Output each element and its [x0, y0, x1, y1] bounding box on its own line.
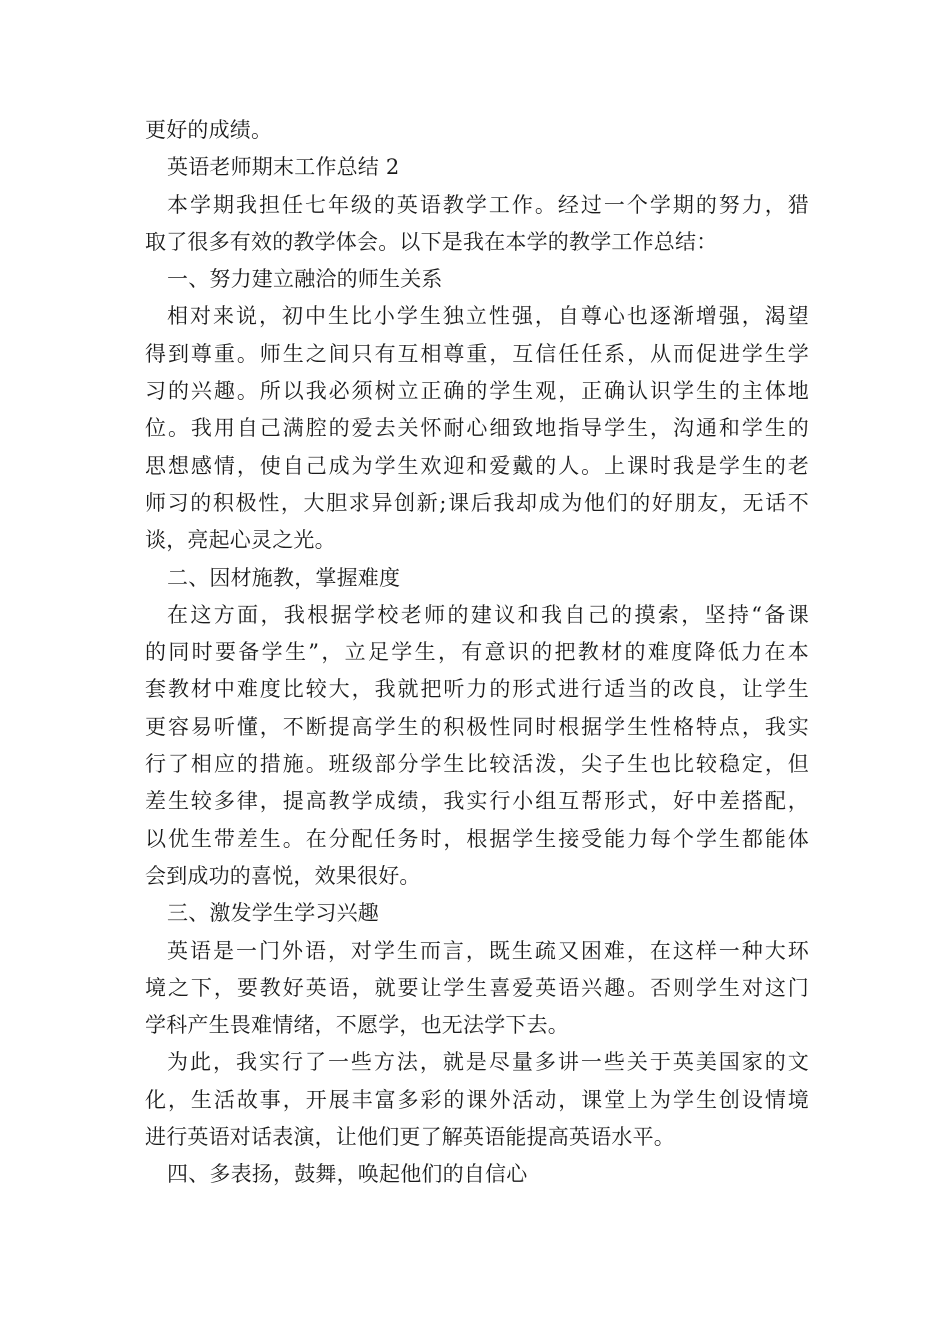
- section-heading: 三、激发学生学习兴趣: [167, 901, 379, 926]
- section-heading: 二、因材施教，掌握难度: [167, 565, 401, 590]
- paragraph-line: 相对来说，初中生比小学生独立性强，自尊心也逐渐增强，渴望: [167, 304, 809, 329]
- paragraph-line: 化，生活故事，开展丰富多彩的课外活动，课堂上为学生创设情境: [145, 1087, 809, 1112]
- paragraph-line: 更容易听懂，不断提高学生的积极性同时根据学生性格特点，我实: [145, 714, 809, 739]
- paragraph-line: 差生较多律，提高教学成绩，我实行小组互帮形式，好中差搭配，: [145, 789, 809, 814]
- section-heading: 四、多表扬，鼓舞，唤起他们的自信心: [167, 1162, 528, 1187]
- paragraph-line: 师习的积极性，大胆求异创新;课后我却成为他们的好朋友，无话不: [145, 490, 809, 515]
- paragraph-line: 的同时要备学生”，立足学生，有意识的把教材的难度降低力在本: [145, 640, 809, 665]
- paragraph-line: 更好的成绩。: [145, 118, 273, 142]
- paragraph-line: 英语是一门外语，对学生而言，既生疏又困难，在这样一种大环: [167, 938, 809, 963]
- section-heading: 一、努力建立融洽的师生关系: [167, 267, 443, 292]
- paragraph-line: 会到成功的喜悦，效果很好。: [145, 863, 421, 888]
- paragraph-line: 境之下，要教好英语，就要让学生喜爱英语兴趣。否则学生对这门: [145, 975, 809, 1000]
- document-page: [145, 112, 809, 1194]
- paragraph-line: 以优生带差生。在分配任务时，根据学生接受能力每个学生都能体: [145, 826, 809, 851]
- paragraph-line: 学科产生畏难情绪，不愿学，也无法学下去。: [145, 1013, 569, 1038]
- paragraph-line: 取了很多有效的教学体会。以下是我在本学的教学工作总结：: [145, 229, 718, 254]
- paragraph-line: 为此，我实行了一些方法，就是尽量多讲一些关于英美国家的文: [167, 1050, 809, 1075]
- paragraph-line: 习的兴趣。所以我必须树立正确的学生观，正确认识学生的主体地: [145, 379, 809, 404]
- paragraph-line: 套教材中难度比较大，我就把听力的形式进行适当的改良，让学生: [145, 677, 809, 702]
- paragraph-line: 得到尊重。师生之间只有互相尊重，互信任任系，从而促进学生学: [145, 341, 809, 366]
- paragraph-line: 在这方面，我根据学校老师的建议和我自己的摸索，坚持“备课: [167, 602, 809, 627]
- paragraph-line: 进行英语对话表演，让他们更了解英语能提高英语水平。: [145, 1125, 675, 1150]
- paragraph-line: 位。我用自己满腔的爱去关怀耐心细致地指导学生，沟通和学生的: [145, 416, 809, 441]
- section-title: 英语老师期末工作总结 2: [167, 155, 400, 180]
- paragraph-line: 行了相应的措施。班级部分学生比较活泼，尖子生也比较稳定，但: [145, 752, 809, 777]
- paragraph-line: 本学期我担任七年级的英语教学工作。经过一个学期的努力，猎: [167, 192, 809, 217]
- paragraph-line: 思想感情，使自己成为学生欢迎和爱戴的人。上课时我是学生的老: [145, 453, 809, 478]
- paragraph-line: 谈，亮起心灵之光。: [145, 528, 336, 553]
